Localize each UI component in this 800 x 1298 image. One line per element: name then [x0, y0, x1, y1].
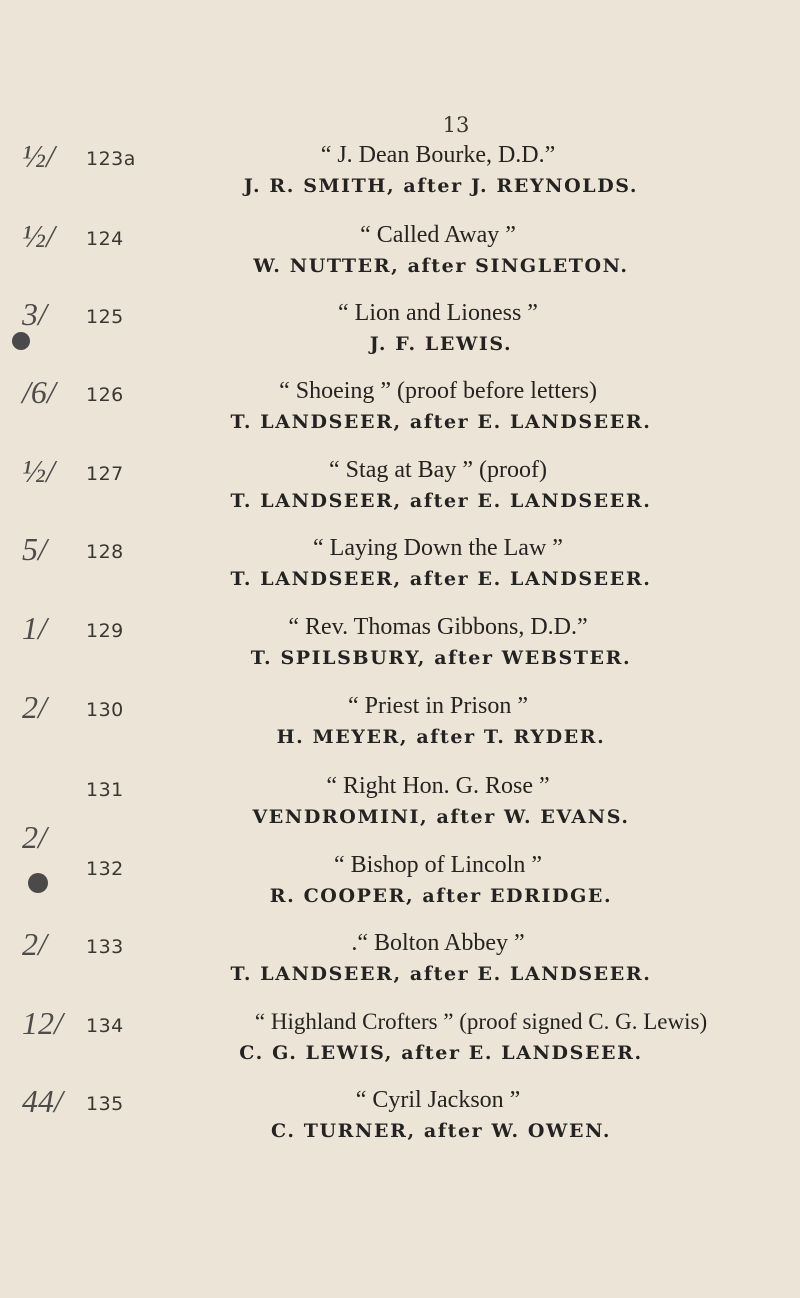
- lot-number: 124: [86, 228, 124, 250]
- lot-number: 129: [86, 620, 124, 642]
- handwritten-price: ½/: [22, 453, 55, 489]
- lot-number: 134: [86, 1015, 124, 1037]
- lot-title: “ Priest in Prison ”: [348, 693, 528, 719]
- lot-title: “ Shoeing ” (proof before letters): [279, 378, 597, 404]
- lot-credit: T. LANDSEER, after E. LANDSEER.: [230, 963, 652, 985]
- lot-credit: C. G. LEWIS, after E. LANDSEER.: [239, 1042, 643, 1064]
- lot-title: “ J. Dean Bourke, D.D.”: [320, 142, 556, 168]
- lot-credit: T. LANDSEER, after E. LANDSEER.: [230, 490, 652, 512]
- lot-title: “ Laying Down the Law ”: [313, 535, 563, 561]
- lot-title: “ Lion and Lioness ”: [338, 300, 538, 326]
- handwritten-price: 5/: [22, 531, 47, 567]
- lot-title: “ Rev. Thomas Gibbons, D.D.”: [288, 614, 588, 640]
- lot-title: “ Right Hon. G. Rose ”: [326, 773, 550, 799]
- lot-number: 128: [86, 541, 124, 563]
- lot-number: 126: [86, 384, 124, 406]
- lot-credit: W. NUTTER, after SINGLETON.: [253, 255, 629, 277]
- lot-number: 130: [86, 699, 124, 721]
- ink-blot: [28, 873, 48, 893]
- lot-credit: C. TURNER, after W. OWEN.: [270, 1120, 612, 1142]
- handwritten-price: 3/: [22, 296, 47, 332]
- handwritten-price: 2/: [22, 819, 47, 855]
- lot-title: “ Stag at Bay ” (proof): [329, 457, 547, 483]
- lot-number: 123a: [86, 148, 136, 170]
- lot-credit: T. LANDSEER, after E. LANDSEER.: [230, 568, 652, 590]
- lot-credit: VENDROMINI, after W. EVANS.: [252, 806, 630, 828]
- handwritten-price: /6/: [22, 374, 56, 410]
- lot-credit: R. COOPER, after EDRIDGE.: [269, 885, 613, 907]
- lot-title: “ Highland Crofters ” (proof signed C. G. Lewis): [254, 1009, 708, 1034]
- lot-credit: J. R. SMITH, after J. REYNOLDS.: [243, 175, 639, 197]
- page-number: 13: [442, 113, 470, 137]
- lot-credit: T. LANDSEER, after E. LANDSEER.: [230, 411, 652, 433]
- lot-number: 133: [86, 936, 124, 958]
- lot-number: 132: [86, 858, 124, 880]
- lot-number: 131: [86, 779, 124, 801]
- lot-title: “ Cyril Jackson ”: [355, 1087, 521, 1113]
- handwritten-price: 2/: [22, 926, 47, 962]
- lot-credit: J. F. LEWIS.: [369, 333, 513, 355]
- handwritten-price: 2/: [22, 689, 47, 725]
- lot-title: “ Called Away ”: [360, 222, 516, 248]
- lot-number: 125: [86, 306, 124, 328]
- ink-blot: [12, 332, 30, 350]
- lot-credit: H. MEYER, after T. RYDER.: [276, 726, 606, 748]
- lot-title: “ Bishop of Lincoln ”: [334, 852, 542, 878]
- lot-number: 135: [86, 1093, 124, 1115]
- lot-credit: T. SPILSBURY, after WEBSTER.: [250, 647, 632, 669]
- handwritten-price: 12/: [22, 1005, 63, 1041]
- handwritten-price: 1/: [22, 610, 47, 646]
- lot-number: 127: [86, 463, 124, 485]
- handwritten-price: 44/: [22, 1083, 63, 1119]
- handwritten-price: ½/: [22, 218, 55, 254]
- lot-title: .“ Bolton Abbey ”: [351, 930, 525, 956]
- handwritten-price: ½/: [22, 138, 55, 174]
